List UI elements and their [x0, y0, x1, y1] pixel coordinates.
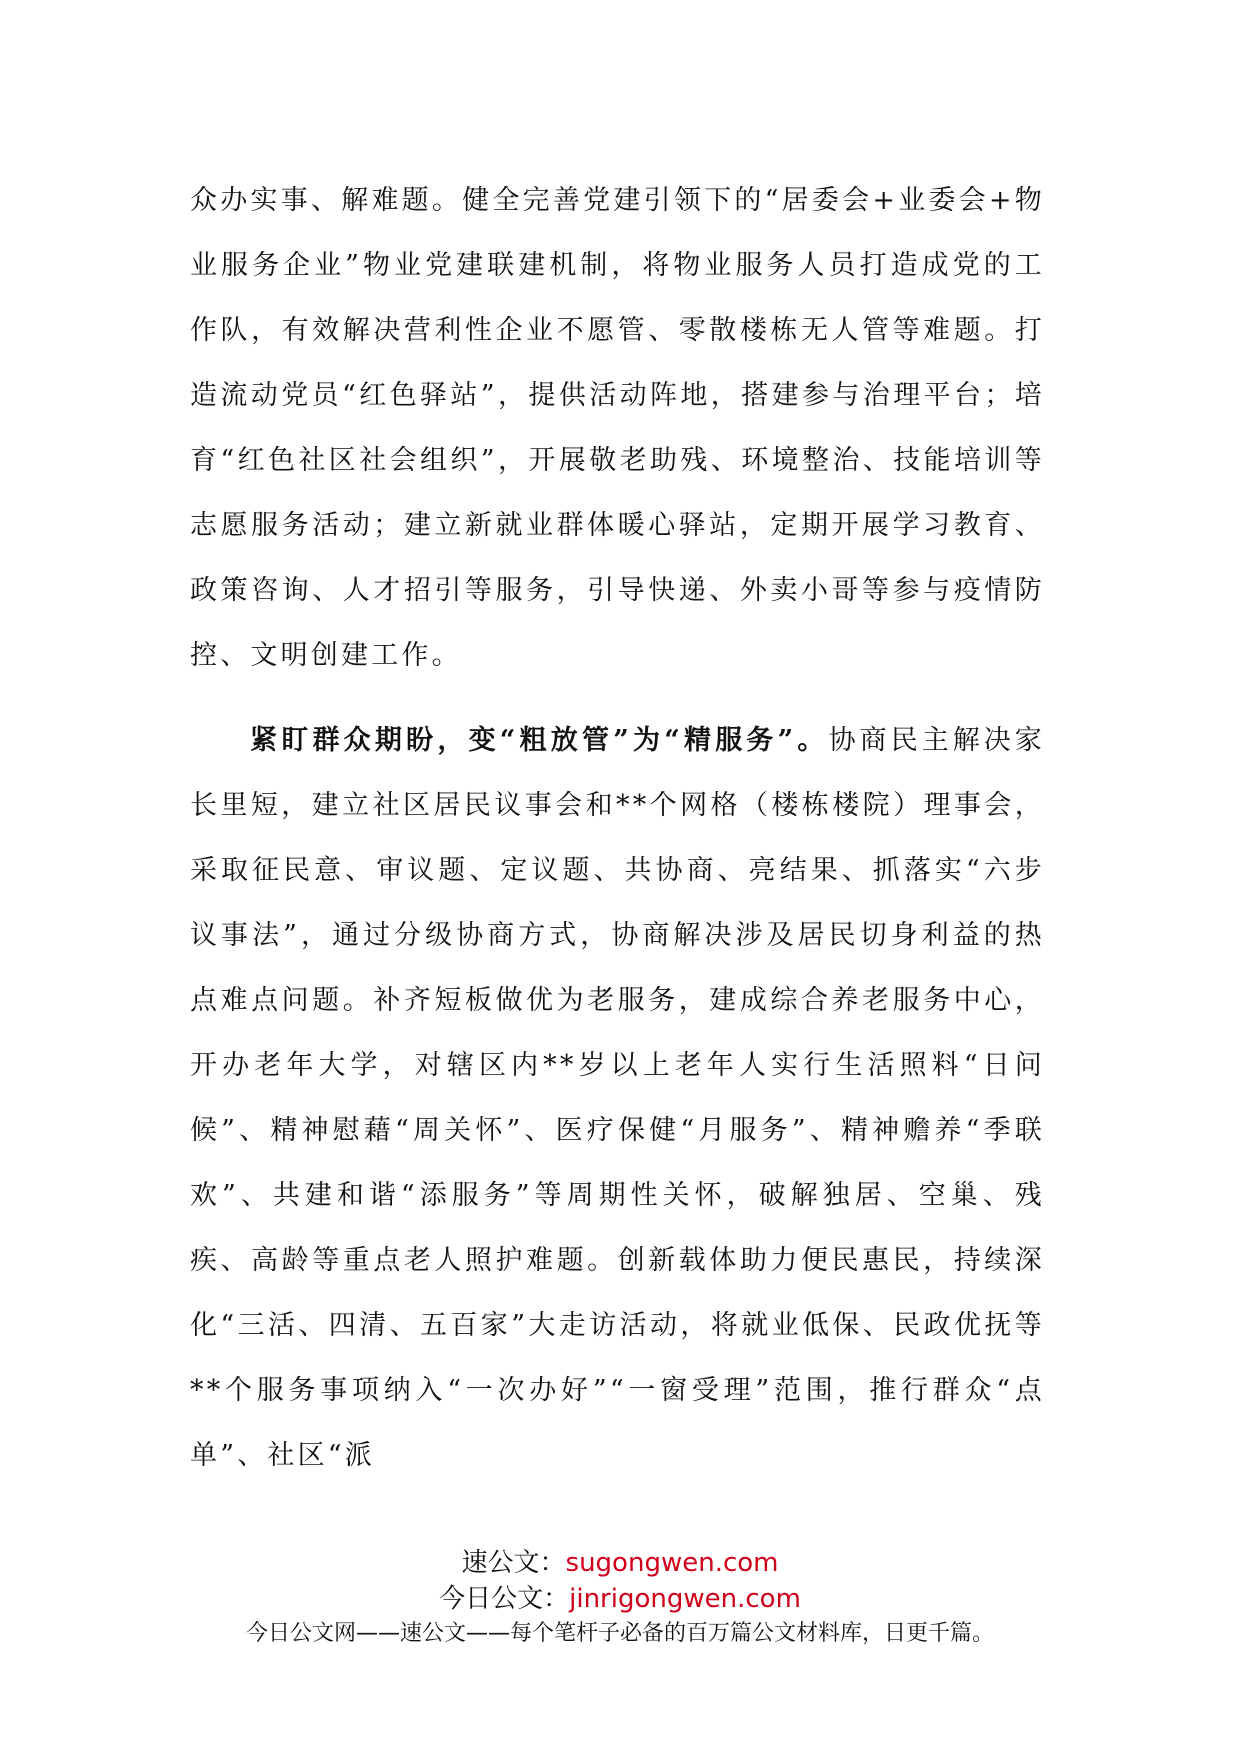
footer-link-sugongwen[interactable]: sugongwen.com	[565, 1548, 779, 1578]
paragraph-2-lead: 紧盯群众期盼，变“粗放管”为“精服务”。	[250, 725, 829, 756]
paragraph-2	[190, 708, 1045, 1488]
paragraph-1: 众办实事、解难题。健全完善党建引领下的“居委会+业委会+物业服务企业”物业党建联建机制，将物业服务人员打造成党的工作队，有效解决营利性企业不愿管、零散楼栋无人管等难题。打造流动党员“红色驿站”，提供活动阵地，搭建参与治理平台；培育“红色社区社会组织”，开展敬老助残、环境整治、技能培训等志愿服务活动；建立新就业群体暖心驿站，定期开展学习教育、政策咨询、人才招引等服务，引导快递、外卖小哥等参与疫情防控、文明创建工作。	[190, 185, 1045, 671]
footer-label-jinrigongwen: 今日公文：	[439, 1584, 570, 1614]
footer-link-jinrigongwen[interactable]: jinrigongwen.com	[569, 1584, 801, 1614]
footer-line-2	[0, 1578, 1240, 1615]
footer-line-1	[0, 1542, 1240, 1579]
document-body	[190, 168, 1045, 1488]
footer-slogan: 今日公文网——速公文——每个笔杆子必备的百万篇公文材料库，日更千篇。	[245, 1621, 994, 1646]
paragraph-2-body: 协商民主解决家长里短，建立社区居民议事会和**个网格（楼栋楼院）理事会，采取征民意、审议题、定议题、共协商、亮结果、抓落实“六步议事法”，通过分级协商方式，协商解决涉及居民切身利益的热点难点问题。补齐短板做优为老服务，建成综合养老服务中心，开办老年大学，对辖区内**岁以上老年人实行生活照料“日问候”、精神慰藉“周关怀”、医疗保健“月服务”、精神赡养“季联欢”、共建和谐“添服务”等周期性关怀，破解独居、空巢、残疾、高龄等重点老人照护难题。创新载体助力便民惠民，持续深化“三活、四清、五百家”大走访活动，将就业低保、民政优抚等**个服务事项纳入“一次办好”“一窗受理”范围，推行群众“点单”、社区“派	[190, 725, 1045, 1471]
footer-label-sugongwen: 速公文：	[461, 1548, 566, 1578]
